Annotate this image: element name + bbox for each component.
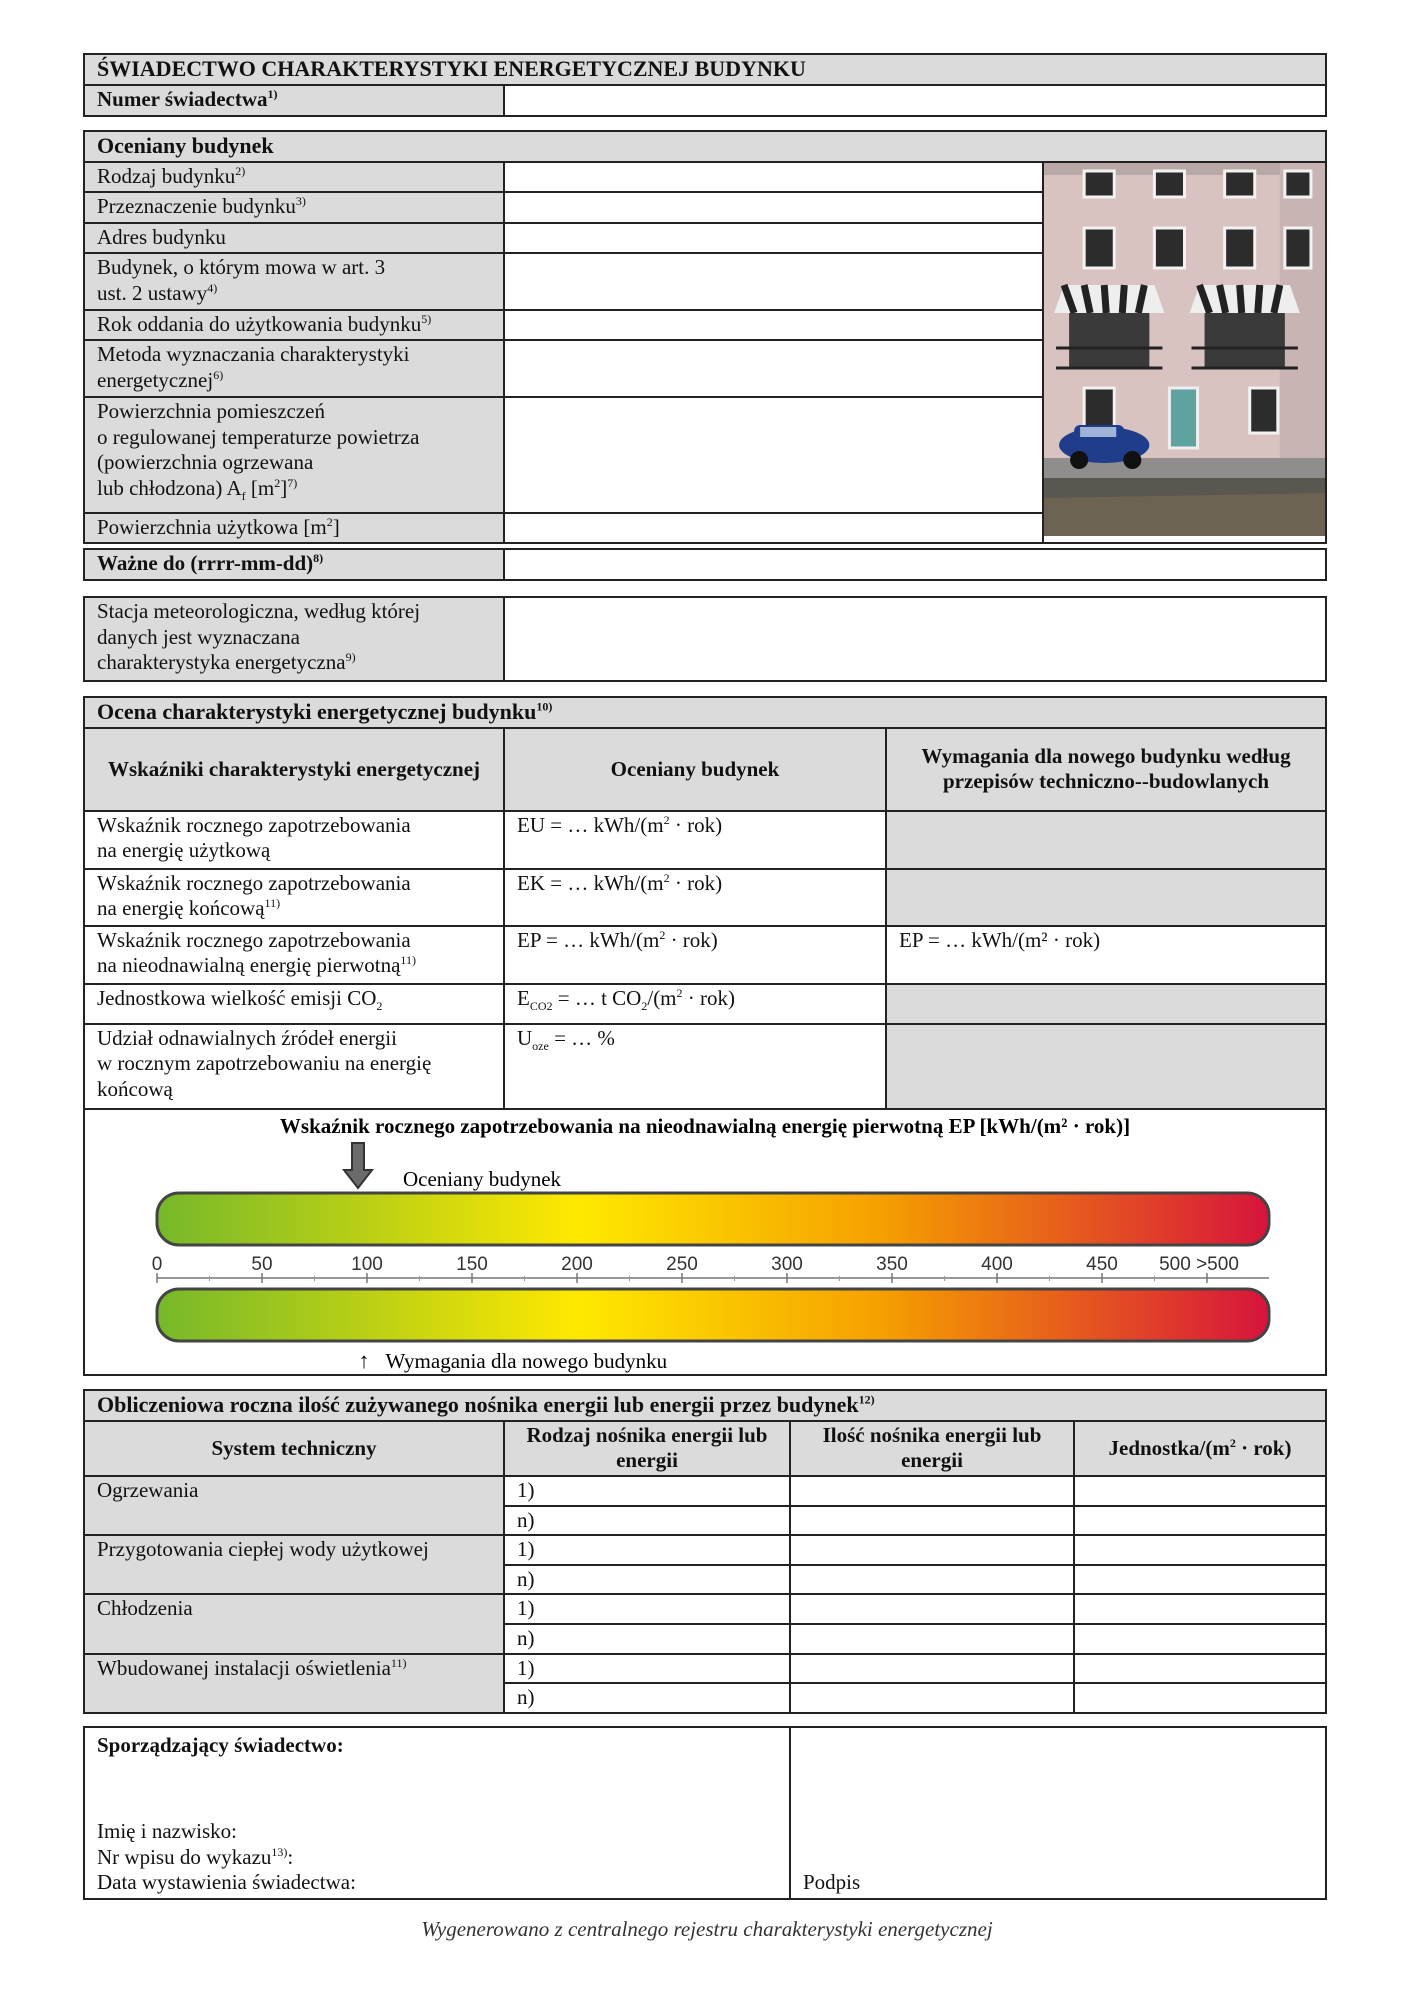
cooling-row-n-unit <box>1074 1624 1326 1654</box>
ek-requirement <box>886 869 1326 926</box>
heating-row-1-unit <box>1074 1476 1326 1506</box>
lighting-row-1-amount <box>790 1654 1074 1684</box>
lighting-row-1-unit <box>1074 1654 1326 1684</box>
col-system-header: System techniczny <box>84 1421 504 1476</box>
calculation-method-label: Metoda wyznaczania charakterystyki energetycznej$^{6)}$ <box>84 340 504 397</box>
heating-row-1-amount <box>790 1476 1074 1506</box>
hot-water-row-1-amount <box>790 1535 1074 1565</box>
building-type-value <box>504 162 1043 193</box>
co2-value: $E_{CO2}$ = … t $CO_2/(m^2 \cdot rok)$ <box>504 984 886 1024</box>
requirement-scale-bar <box>157 1289 1269 1341</box>
weather-station-value <box>504 597 1326 681</box>
usable-area-value <box>504 513 1043 543</box>
oze-row <box>84 1024 1326 1109</box>
signature-label: Podpis <box>803 1870 861 1895</box>
system-heating-label: Ogrzewania <box>84 1476 504 1535</box>
heating-row-n-unit <box>1074 1506 1326 1536</box>
energy-carrier-header: Obliczeniowa roczna ilość zużywanego nośnika energii lub energii przez budynek$^{12)}$ <box>84 1390 1326 1421</box>
ep-scale-panel <box>83 1110 1327 1376</box>
co2-label: Jednostkowa wielkość emisji $CO_2$ <box>84 984 504 1024</box>
col-assessed-header: Oceniany budynek <box>504 728 886 811</box>
scale-tick-label: 150 <box>456 1253 488 1275</box>
building-address-value <box>504 223 1043 254</box>
system-lighting-label: Wbudowanej instalacji oświetlenia$^{11)}$ <box>84 1654 504 1713</box>
building-photo <box>1043 162 1326 544</box>
lighting-row-n: n) <box>504 1683 790 1713</box>
scale-tick-label: 50 <box>251 1253 273 1275</box>
regulated-area-value <box>504 397 1043 513</box>
weather-station-label: Stacja meteorologiczna, według której danych jest wyznaczana charakterystyka energetyczna$^{9)}$ <box>84 597 504 681</box>
issuer-name-label: Imię i nazwisko: <box>97 1819 237 1844</box>
hot-water-row-n-unit <box>1074 1565 1326 1595</box>
weather-station-section <box>83 596 1327 682</box>
ek-value: EK = … kWh/$(m^2 \cdot rok)$ <box>504 869 886 926</box>
requirement-label: Wymagania dla nowego budynku <box>385 1348 668 1373</box>
certificate-number-value <box>504 85 1326 116</box>
lighting-row-n-amount <box>790 1683 1074 1713</box>
valid-until-label: Ważne do (rrrr-mm-dd)$^{8)}$ <box>84 549 504 580</box>
valid-until-section <box>83 548 1327 581</box>
scale-tick-label: 350 <box>876 1253 908 1275</box>
system-hot-water-label: Przygotowania ciepłej wody użytkowej <box>84 1535 504 1594</box>
heating-row-1: 1) <box>504 1476 790 1506</box>
issuer-section <box>83 1726 1327 1900</box>
hot-water-row-1-unit <box>1074 1535 1326 1565</box>
issuer-header: Sporządzający świadectwo: <box>97 1733 344 1757</box>
scale-tick-label: 0 <box>151 1253 163 1275</box>
scale-tick-label: 200 <box>561 1253 593 1275</box>
col-carrier-amount-header: Ilość nośnika energii lub energii <box>790 1421 1074 1476</box>
heating-row-n: n) <box>504 1506 790 1536</box>
certificate-header <box>83 53 1327 117</box>
col-carrier-type-header: Rodzaj nośnika energii lub energii <box>504 1421 790 1476</box>
building-art-value <box>504 253 1043 309</box>
regulated-area-label: Powierzchnia pomieszczeń o regulowanej temperaturze powietrza (powierzchnia ogrzewana lub chłodzona) $A_f$ $[m^2]^{7)}$ <box>84 397 504 513</box>
scale-tick-label: 100 <box>351 1253 383 1275</box>
eu-label: Wskaźnik rocznego zapotrzebowania na energię użytkową <box>84 811 504 869</box>
col-unit-header: Jednostka/$(m^2 \cdot rok)$ <box>1074 1421 1326 1476</box>
building-purpose-value <box>504 192 1043 223</box>
issue-date-label: Data wystawienia świadectwa: <box>97 1870 356 1895</box>
building-purpose-label: Przeznaczenie budynku$^{3)}$ <box>84 192 504 223</box>
usable-area-label: Powierzchnia użytkowa $[m^2]$ <box>84 513 504 543</box>
hot-water-row-n: n) <box>504 1565 790 1595</box>
cooling-row-1: 1) <box>504 1594 790 1624</box>
ep-row <box>84 926 1326 984</box>
oze-requirement <box>886 1024 1326 1109</box>
building-address-label: Adres budynku <box>84 223 504 254</box>
scale-tick-label: 300 <box>771 1253 803 1275</box>
ep-label: Wskaźnik rocznego zapotrzebowania na nieodnawialną energię pierwotną$^{11)}$ <box>84 926 504 984</box>
valid-until-value <box>504 549 1326 580</box>
building-section <box>83 130 1327 544</box>
cooling-row-1-unit <box>1074 1594 1326 1624</box>
oze-value: $U_{oze}$ = … % <box>504 1024 886 1109</box>
building-type-label: Rodzaj budynku$^{2)}$ <box>84 162 504 193</box>
co2-row <box>84 984 1326 1024</box>
col-indicators-header: Wskaźniki charakterystyki energetycznej <box>84 728 504 811</box>
cooling-row-1-amount <box>790 1594 1074 1624</box>
scale-tick-label: 400 <box>981 1253 1013 1275</box>
scale-tick-label: 500 >500 <box>1159 1253 1239 1275</box>
eu-requirement <box>886 811 1326 869</box>
system-cooling-label: Chłodzenia <box>84 1594 504 1653</box>
calculation-method-value <box>504 340 1043 397</box>
ep-requirement: EP = … kWh/(m² · rok) <box>886 926 1326 984</box>
building-art-label: Budynek, o którym mowa w art. 3 ust. 2 ustawy$^{4)}$ <box>84 253 504 309</box>
energy-assessment-header: Ocena charakterystyki energetycznej budynku$^{10)}$ <box>84 697 1326 728</box>
ep-scale-chart <box>85 1110 1325 1374</box>
ek-label: Wskaźnik rocznego zapotrzebowania na energię końcową$^{11)}$ <box>84 869 504 926</box>
issuer-registry-label: Nr wpisu do wykazu$^{13)}$: <box>97 1844 294 1869</box>
scale-tick-label: 250 <box>666 1253 698 1275</box>
scale-title: Wskaźnik rocznego zapotrzebowania na nieodnawialną energię pierwotną EP [kWh/(m² · rok)] <box>279 1113 1131 1138</box>
requirement-arrow-icon: ↑ <box>358 1347 370 1373</box>
assessed-building-label: Oceniany budynek <box>403 1166 562 1191</box>
energy-assessment-section <box>83 696 1327 1376</box>
issuer-details <box>84 1727 790 1899</box>
eu-row <box>84 811 1326 869</box>
energy-carrier-section <box>83 1389 1327 1714</box>
heating-row-n-amount <box>790 1506 1074 1536</box>
assessed-scale-bar <box>157 1193 1269 1245</box>
cooling-row-n: n) <box>504 1624 790 1654</box>
cooling-row-n-amount <box>790 1624 1074 1654</box>
footer-note: Wygenerowano z centralnego rejestru charakterystyki energetycznej <box>421 1917 993 1941</box>
building-photo-image <box>1044 163 1325 536</box>
building-year-label: Rok oddania do użytkowania budynku$^{5)}$ <box>84 310 504 341</box>
ep-value: EP = … kWh/$(m^2 \cdot rok)$ <box>504 926 886 984</box>
certificate-title: ŚWIADECTWO CHARAKTERYSTYKI ENERGETYCZNEJ BUDYNKU <box>84 54 1326 85</box>
co2-requirement <box>886 984 1326 1024</box>
lighting-row-1: 1) <box>504 1654 790 1684</box>
hot-water-row-1: 1) <box>504 1535 790 1565</box>
ek-row <box>84 869 1326 926</box>
col-requirements-header: Wymagania dla nowego budynku według przepisów techniczno--budowlanych <box>886 728 1326 811</box>
hot-water-row-n-amount <box>790 1565 1074 1595</box>
oze-label: Udział odnawialnych źródeł energii w rocznym zapotrzebowaniu na energię końcową <box>84 1024 504 1109</box>
assessed-building-arrow <box>344 1143 372 1188</box>
building-year-value <box>504 310 1043 341</box>
scale-tick-label: 450 <box>1086 1253 1118 1275</box>
certificate-number-label: Numer świadectwa$^{1)}$ <box>84 85 504 116</box>
lighting-row-n-unit <box>1074 1683 1326 1713</box>
building-header: Oceniany budynek <box>84 131 1326 162</box>
signature-box <box>790 1727 1326 1899</box>
eu-value: EU = … kWh/$(m^2 \cdot rok)$ <box>504 811 886 869</box>
